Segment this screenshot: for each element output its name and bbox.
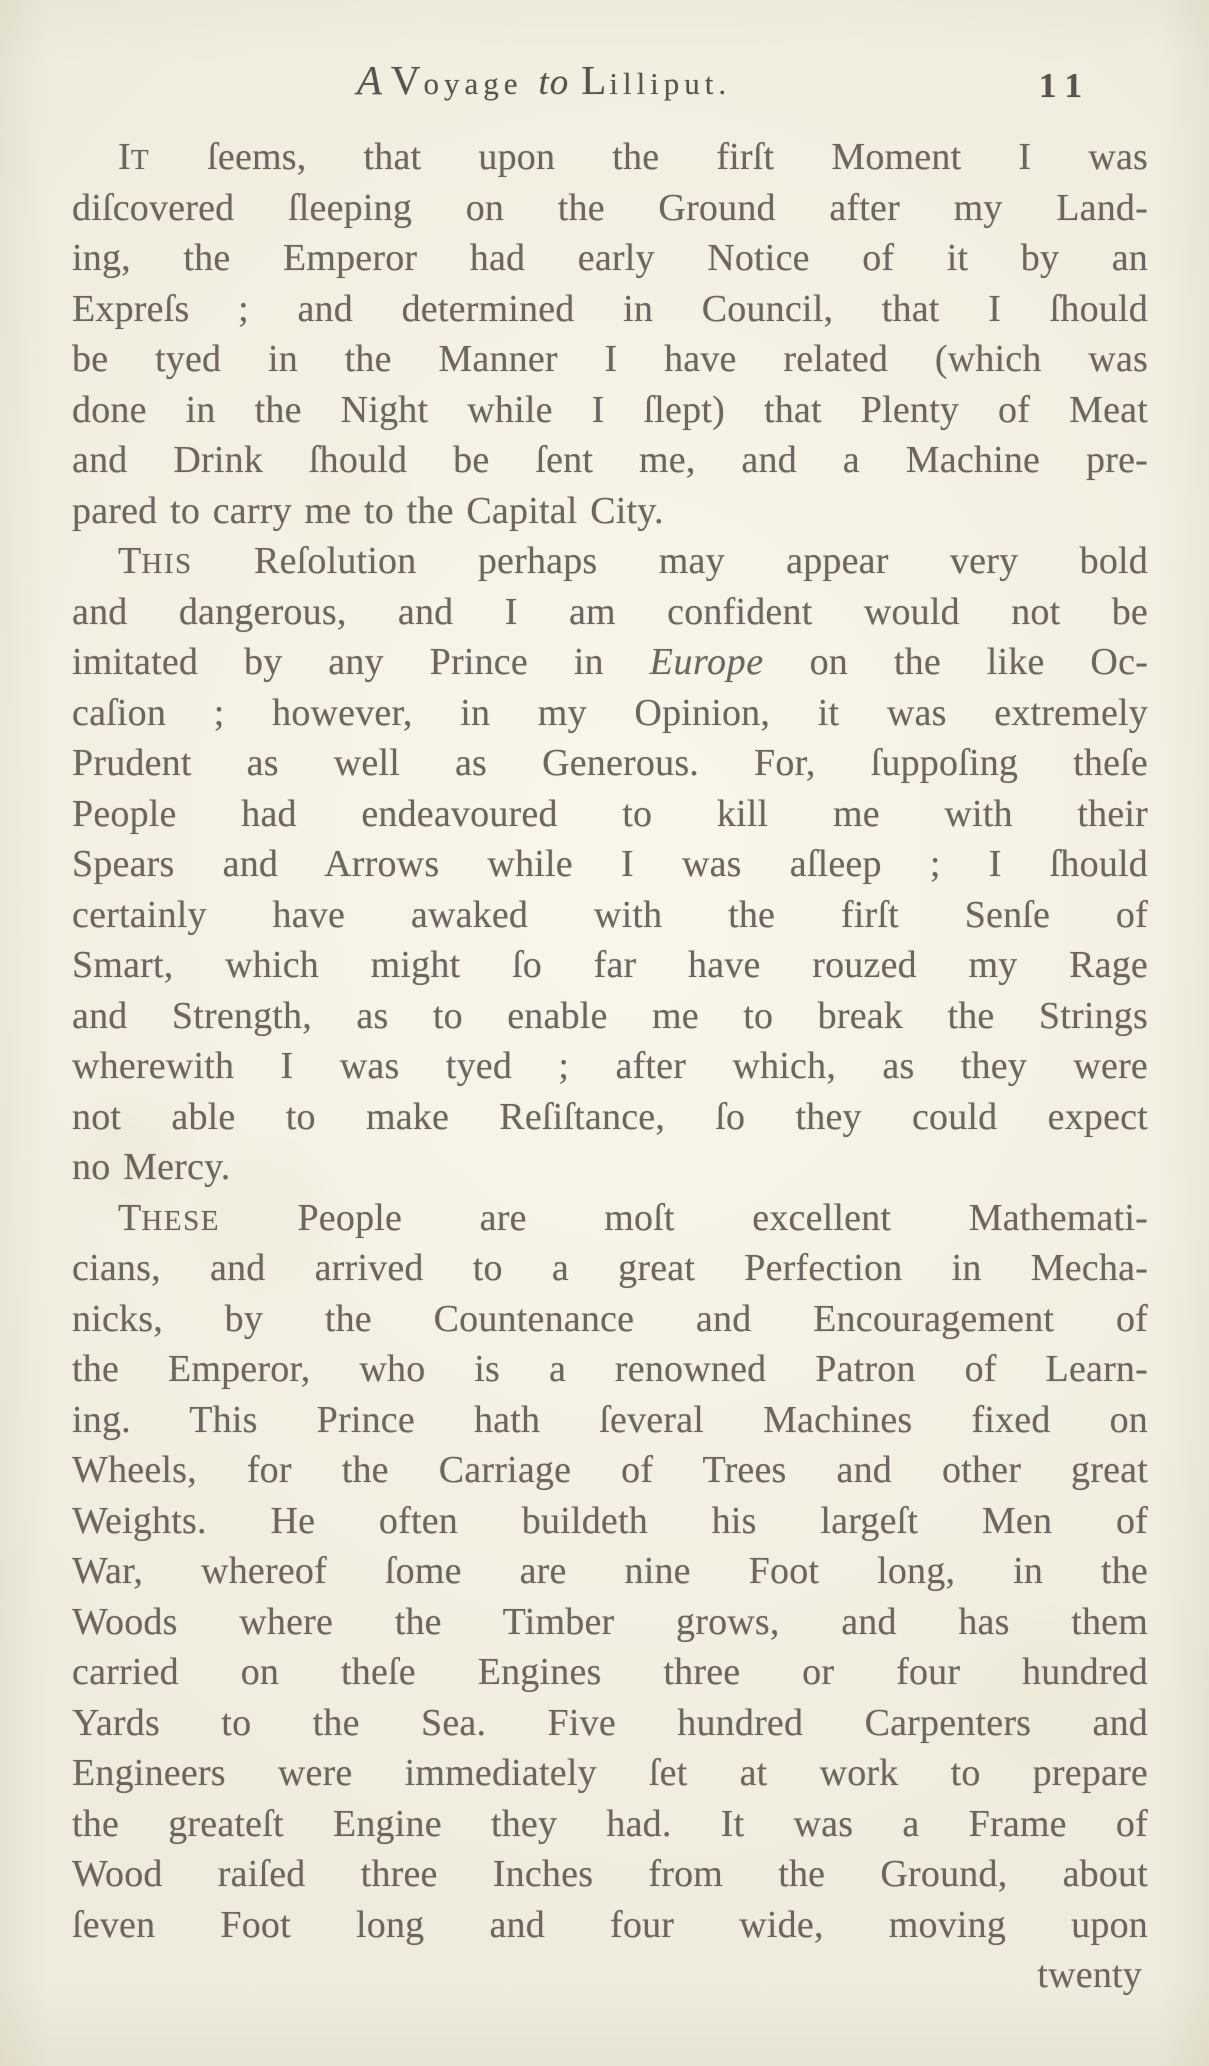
italic-word-europe: Europe xyxy=(649,641,764,683)
text-line: done in the Night while I ſlept) that Plenty of Meat xyxy=(72,388,1148,431)
text-line: wherewith I was tyed ; after which, as they were xyxy=(72,1045,1148,1087)
page-body xyxy=(72,132,1148,2001)
page-title xyxy=(6,56,1082,104)
text-line: Spears and Arrows while I was aſleep ; I ſhould xyxy=(72,843,1148,885)
text-line: the greateſt Engine they had. It was a Frame of xyxy=(72,1802,1148,1845)
title-word-lilliput-cap: L xyxy=(581,57,610,103)
text-line: War, whereof ſome are nine Foot long, in the xyxy=(72,1550,1148,1592)
text-line: not able to make Reſiſtance, ſo they could expect xyxy=(72,1095,1148,1138)
text-line: Prudent as well as Generous. For, ſuppoſing theſe xyxy=(72,742,1148,784)
text-line: Expreſs ; and determined in Council, that I ſhould xyxy=(72,287,1148,330)
text-line: and dangerous, and I am confident would not be xyxy=(72,590,1148,633)
smallcap-lead: HIS xyxy=(141,548,193,580)
paragraph-3 xyxy=(72,1193,1148,1951)
smallcap-lead: HESE xyxy=(141,1204,220,1237)
title-word-lilliput: illiput. xyxy=(609,66,732,101)
paragraph-2 xyxy=(72,536,1148,1193)
text-line: ſeven Foot long and four wide, moving upon xyxy=(72,1903,1148,1946)
title-word-voyage-cap: V xyxy=(390,57,424,103)
title-word-voyage: oyage xyxy=(423,66,523,101)
text-line: pared to carry me to the Capital City. xyxy=(72,489,664,532)
title-word-a: A xyxy=(356,57,383,103)
drop-initial: I xyxy=(118,136,131,178)
text-line: People had endeavoured to kill me with their xyxy=(72,792,1148,835)
text-line: and Strength, as to enable me to break the Strings xyxy=(72,994,1148,1037)
line-text: Reſolution perhaps may appear very bold xyxy=(192,540,1148,582)
text-line: no Mercy. xyxy=(72,1146,231,1188)
text-line: the Emperor, who is a renowned Patron of Learn- xyxy=(72,1348,1148,1390)
text-line xyxy=(72,1193,1148,1244)
running-header xyxy=(72,56,1148,112)
line-text: ſeems, that upon the firſt Moment I was xyxy=(150,136,1148,178)
text-line: ing, the Emperor had early Notice of it by an xyxy=(72,237,1148,279)
text-line xyxy=(72,637,1148,688)
text-line: ing. This Prince hath ſeveral Machines fixed on xyxy=(72,1398,1148,1441)
text-line: Wood raiſed three Inches from the Ground, about xyxy=(72,1853,1148,1895)
line-text: on the like Oc- xyxy=(763,641,1148,683)
text-line: Weights. He often buildeth his largeſt Men of xyxy=(72,1499,1148,1542)
text-line: carried on theſe Engines three or four hundred xyxy=(72,1651,1148,1693)
text-line: and Drink ſhould be ſent me, and a Machine pre- xyxy=(72,439,1148,481)
text-line: cians, and arrived to a great Perfection in Mecha- xyxy=(72,1247,1148,1289)
drop-initial: T xyxy=(118,1196,142,1239)
line-text: imitated by any Prince in xyxy=(72,641,650,683)
text-line: be tyed in the Manner I have related (which was xyxy=(72,338,1148,380)
text-line xyxy=(72,536,1148,587)
page-number: 11 xyxy=(1038,66,1092,105)
title-word-to: to xyxy=(538,62,570,103)
line-text: People are moſt excellent Mathemati- xyxy=(219,1196,1148,1239)
text-line: diſcovered ſleeping on the Ground after my Land- xyxy=(72,186,1148,229)
paragraph-1 xyxy=(72,132,1148,536)
text-line: caſion ; however, in my Opinion, it was extremely xyxy=(72,691,1148,734)
text-line: Wheels, for the Carriage of Trees and other great xyxy=(72,1449,1148,1491)
smallcap-lead: T xyxy=(130,144,151,176)
text-line: Smart, which might ſo far have rouzed my Rage xyxy=(72,944,1148,986)
catchword: twenty xyxy=(1037,1954,1142,1996)
drop-initial: T xyxy=(118,540,142,582)
text-line: Yards to the Sea. Five hundred Carpenters and xyxy=(72,1701,1148,1744)
text-line: certainly have awaked with the firſt Senſe of xyxy=(72,893,1148,936)
text-line: Woods where the Timber grows, and has them xyxy=(72,1600,1148,1643)
text-line: nicks, by the Countenance and Encouragement of xyxy=(72,1297,1148,1340)
text-line xyxy=(72,132,1148,183)
text-line: Engineers were immediately ſet at work to prepare xyxy=(72,1752,1148,1794)
